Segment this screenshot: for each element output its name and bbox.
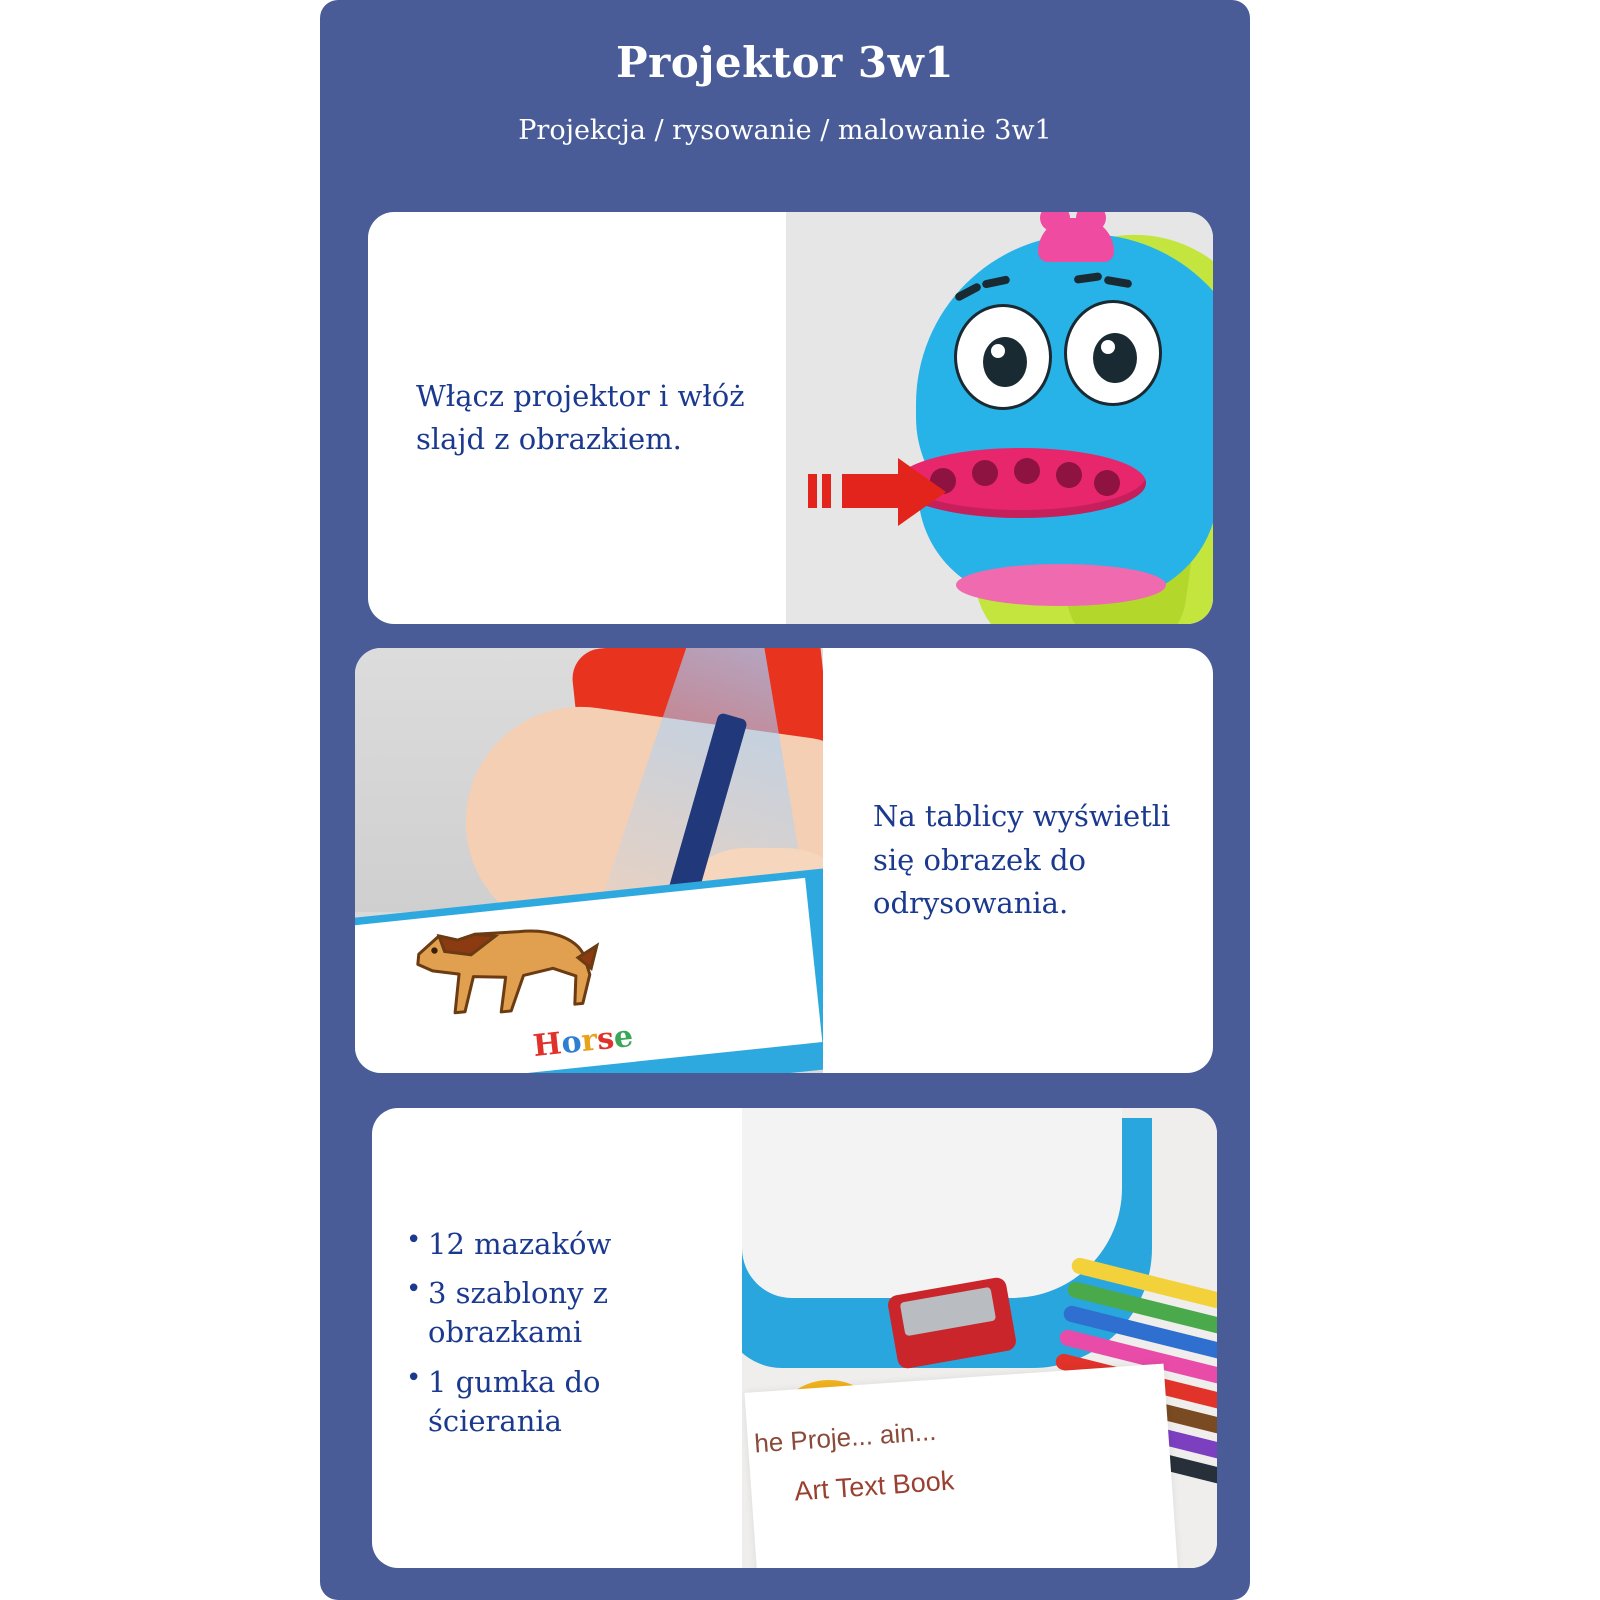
step-card-2 (355, 648, 1213, 1073)
horse-drawing (397, 900, 618, 1041)
disc-hole (1014, 458, 1040, 484)
accessories-markers-slides-eraser-photo (742, 1108, 1217, 1568)
step-card-1 (368, 212, 1213, 624)
sheet-title-line-2: Art Text Book (793, 1465, 956, 1507)
disc-hole (972, 460, 998, 486)
dino-right-pupil (1093, 333, 1137, 383)
disc-hole (1094, 470, 1120, 496)
child-drawing-horse-photo (355, 648, 823, 1073)
dino-left-eye (954, 304, 1052, 410)
dino-right-eye (1064, 300, 1162, 406)
horse-word-label: Horse (531, 1018, 635, 1065)
sheet-title-line-1: he Proje... ain... (753, 1415, 938, 1459)
list-item: • 3 szablony z obrazkami (402, 1274, 742, 1352)
board-surface (742, 1108, 1122, 1298)
step-2-text: Na tablicy wyświetli się obrazek do odrysowania. (873, 799, 1171, 921)
dino-hair-tuft (1038, 218, 1114, 262)
page-subtitle: Projekcja / rysowanie / malowanie 3w1 (518, 115, 1052, 146)
dino-left-pupil (983, 337, 1027, 387)
list-item: • 1 gumka do ścierania (402, 1363, 742, 1441)
step-1-text: Włącz projektor i włóż slajd z obrazkiem. (416, 378, 745, 456)
step-card-3 (372, 1108, 1217, 1568)
list-item: • 12 mazaków (402, 1225, 742, 1264)
header (320, 0, 1250, 146)
disc-hole (1056, 462, 1082, 488)
step-3-text (372, 1108, 742, 1568)
page-title: Projektor 3w1 (615, 38, 954, 87)
blue-dinosaur-projector-head-photo (786, 212, 1213, 624)
dino-base-ring (956, 564, 1166, 606)
accessories-list (402, 1225, 742, 1451)
